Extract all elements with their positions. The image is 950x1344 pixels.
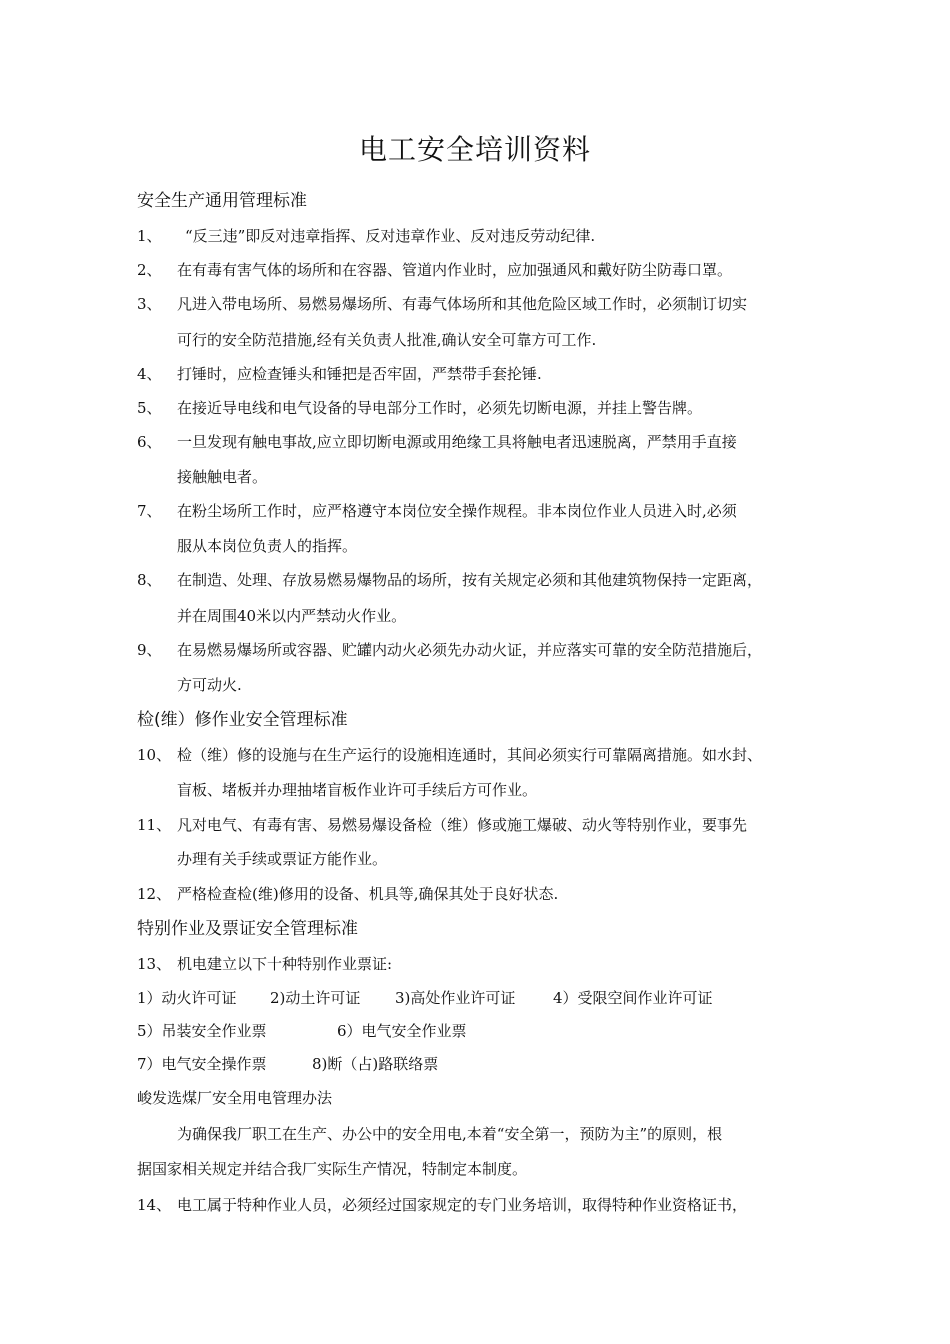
item-number: 5、 bbox=[137, 399, 162, 417]
permit-item: 8)断（占)路联络票 bbox=[312, 1055, 439, 1073]
item-text-continued: 可行的安全防范措施,经有关负责人批准,确认安全可靠方可工作. bbox=[177, 331, 597, 349]
section-heading-maintenance: 检(维）修作业安全管理标准 bbox=[137, 710, 348, 730]
section-heading-general-safety: 安全生产通用管理标准 bbox=[137, 191, 307, 211]
item-text: 在接近导电线和电气设备的导电部分工作时，必须先切断电源，并挂上警告牌。 bbox=[177, 399, 703, 417]
item-number: 10、 bbox=[137, 746, 172, 764]
permit-item: 5）吊装安全作业票 bbox=[137, 1022, 267, 1040]
paragraph-line: 据国家相关规定并结合我厂实际生产情况，特制定本制度。 bbox=[137, 1160, 528, 1178]
item-text: 电工属于特种作业人员，必须经过国家规定的专门业务培训，取得特种作业资格证书， bbox=[177, 1196, 748, 1214]
item-text-continued: 服从本岗位负责人的指挥。 bbox=[177, 537, 358, 555]
document-title: 电工安全培训资料 bbox=[358, 133, 591, 166]
item-number: 1、 bbox=[137, 227, 162, 245]
permit-item: 7）电气安全操作票 bbox=[137, 1055, 267, 1073]
item-text-continued: 盲板、堵板并办理抽堵盲板作业许可手续后方可作业。 bbox=[177, 781, 538, 799]
section-heading-electricity-rules: 峻发选煤厂安全用电管理办法 bbox=[137, 1089, 333, 1107]
item-number: 6、 bbox=[137, 433, 162, 451]
item-number: 13、 bbox=[137, 955, 172, 973]
item-text: 检（维）修的设施与在生产运行的设施相连通时，其间必须实行可靠隔离措施。如水封、 bbox=[177, 746, 763, 764]
permit-item: 6）电气安全作业票 bbox=[337, 1022, 467, 1040]
paragraph-line: 为确保我厂职工在生产、办公中的安全用电,本着“安全第一，预防为主”的原则，根 bbox=[177, 1125, 723, 1143]
item-number: 2、 bbox=[137, 261, 162, 279]
item-text-continued: 并在周围40米以内严禁动火作业。 bbox=[177, 607, 407, 625]
item-text-continued: 办理有关手续或票证方能作业。 bbox=[177, 850, 388, 868]
item-text-continued: 方可动火. bbox=[177, 676, 242, 694]
item-number: 9、 bbox=[137, 641, 162, 659]
permit-item: 2)动土许可证 bbox=[270, 989, 361, 1007]
item-number: 3、 bbox=[137, 295, 162, 313]
item-number: 4、 bbox=[137, 365, 162, 383]
item-number: 12、 bbox=[137, 885, 172, 903]
item-number: 7、 bbox=[137, 502, 162, 520]
item-text: 严格检查检(维)修用的设备、机具等,确保其处于良好状态. bbox=[177, 885, 559, 903]
item-text: 凡对电气、有毒有害、易燃易爆设备检（维）修或施工爆破、动火等特别作业，要事先 bbox=[177, 816, 748, 834]
permit-item: 3)高处作业许可证 bbox=[395, 989, 516, 1007]
item-text: 一旦发现有触电事故,应立即切断电源或用绝缘工具将触电者迅速脱离，严禁用手直接 bbox=[177, 433, 737, 451]
item-number: 14、 bbox=[137, 1196, 172, 1214]
item-text-continued: 接触触电者。 bbox=[177, 468, 268, 486]
permit-item: 4）受限空间作业许可证 bbox=[553, 989, 713, 1007]
item-text: 打锤时，应检查锤头和锤把是否牢固，严禁带手套抡锤. bbox=[177, 365, 542, 383]
item-text: 在粉尘场所工作时，应严格遵守本岗位安全操作规程。非本岗位作业人员进入时,必须 bbox=[177, 502, 737, 520]
item-text: 凡进入带电场所、易燃易爆场所、有毒气体场所和其他危险区域工作时，必须制订切实 bbox=[177, 295, 748, 313]
item-text: 在有毒有害气体的场所和在容器、管道内作业时，应加强通风和戴好防尘防毒口罩。 bbox=[177, 261, 733, 279]
section-heading-special-permits: 特别作业及票证安全管理标准 bbox=[137, 919, 358, 939]
item-text: 在制造、处理、存放易燃易爆物品的场所，按有关规定必须和其他建筑物保持一定距离， bbox=[177, 571, 763, 589]
item-text: 机电建立以下十种特别作业票证: bbox=[177, 955, 393, 973]
item-number: 11、 bbox=[137, 816, 172, 834]
item-text: “反三违”即反对违章指挥、反对违章作业、反对违反劳动纪律. bbox=[185, 227, 596, 245]
item-text: 在易燃易爆场所或容器、贮罐内动火必须先办动火证，并应落实可靠的安全防范措施后， bbox=[177, 641, 763, 659]
permit-item: 1）动火许可证 bbox=[137, 989, 237, 1007]
item-number: 8、 bbox=[137, 571, 162, 589]
